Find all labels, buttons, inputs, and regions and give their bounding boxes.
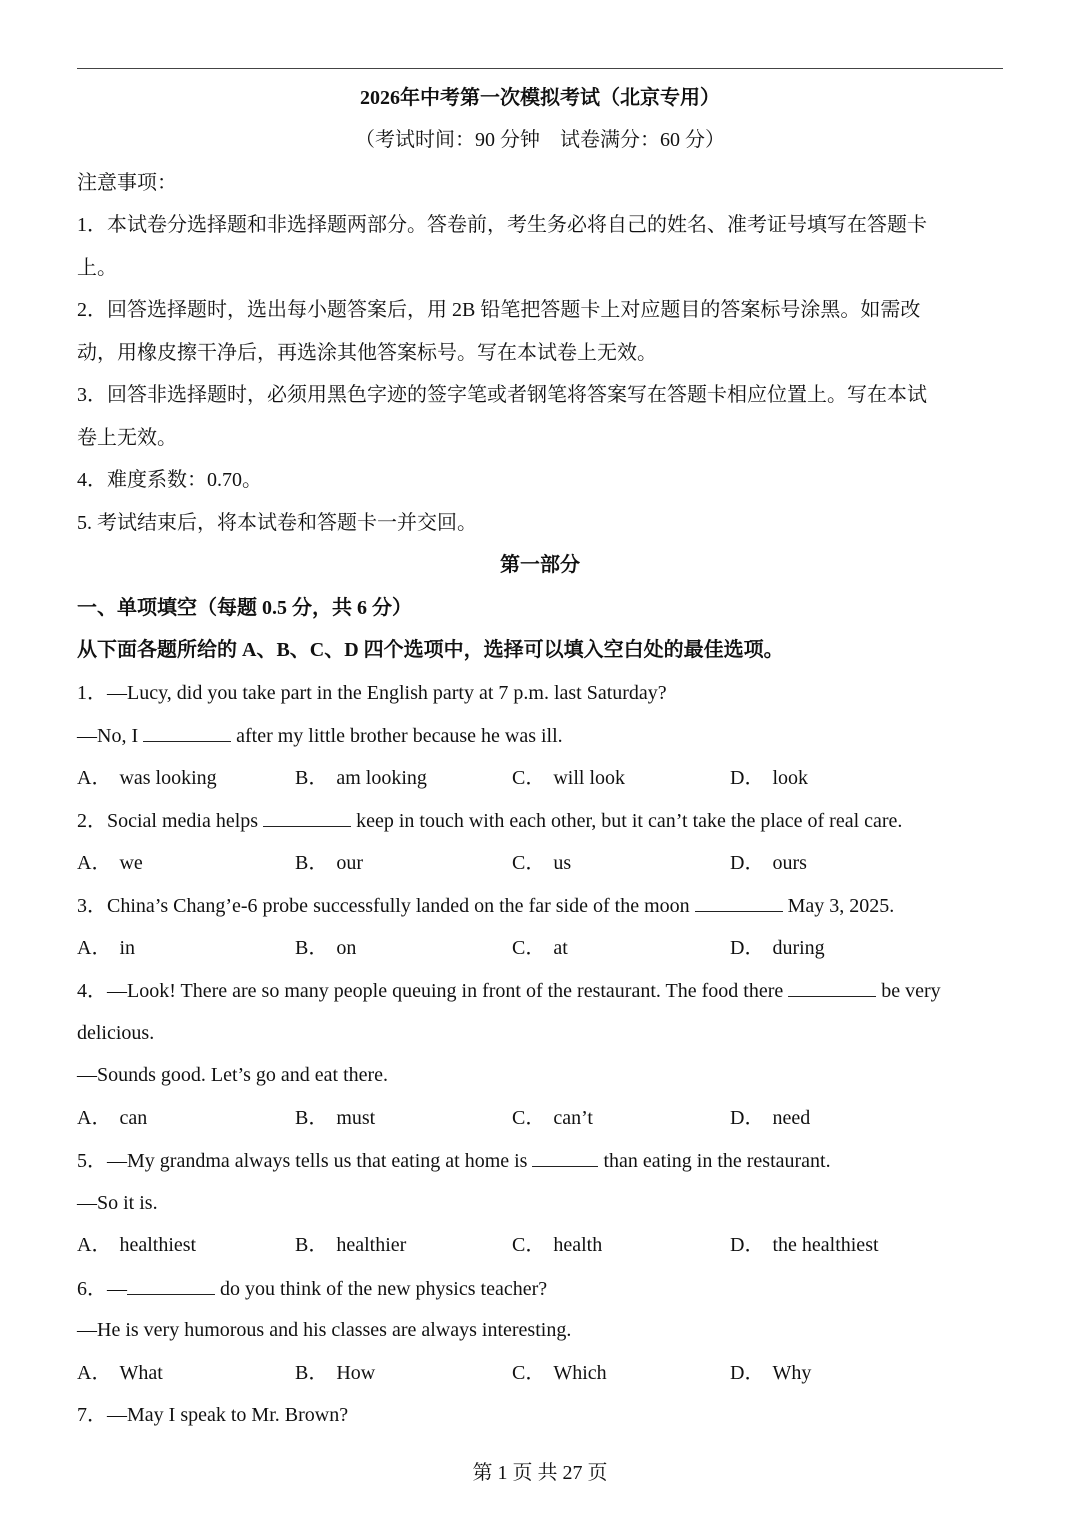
question-2-option-d: D． ours — [730, 852, 807, 874]
question-4-prompt — [77, 978, 1007, 1003]
section-instruction: 从下面各题所给的 A、B、C、D 四个选项中，选择可以填入空白处的最佳选项。 — [77, 639, 784, 661]
question-2-option-c: C． us — [512, 852, 572, 874]
notice-heading: 注意事项： — [77, 172, 177, 194]
section-heading: 一、单项填空（每题 0.5 分，共 6 分） — [77, 597, 412, 619]
question-4-end: be very — [876, 980, 941, 1002]
notice-item-2-line-1: 2．回答选择题时，选出每小题答案后，用 2B 铅笔把答题卡上对应题目的答案标号涂黑。如需改 — [77, 299, 921, 321]
question-5-prompt — [77, 1148, 1007, 1173]
question-5-reply: —So it is. — [77, 1192, 158, 1214]
question-3-end: May 3, 2025. — [782, 895, 895, 917]
notice-item-1-line-2: 上。 — [77, 257, 117, 279]
top-divider — [77, 68, 1003, 69]
question-5-option-b: B． healthier — [295, 1234, 407, 1256]
question-5-blank — [532, 1148, 598, 1167]
exam-title: 2026年中考第一次模拟考试（北京专用） — [360, 87, 720, 109]
question-4-option-c: C． can’t — [512, 1107, 593, 1129]
notice-item-1-line-1: 1．本试卷分选择题和非选择题两部分。答卷前，考生务必将自己的姓名、准考证号填写在答题卡 — [77, 214, 927, 236]
question-5-option-c: C． health — [512, 1234, 603, 1256]
question-1-blank — [143, 723, 231, 742]
question-7-prompt: 7．—May I speak to Mr. Brown? — [77, 1404, 349, 1426]
question-3-option-d: D． during — [730, 937, 825, 959]
question-1-reply-start: —No, I — [77, 725, 144, 747]
question-1-option-c: C． will look — [512, 767, 626, 789]
question-6-option-d: D． Why — [730, 1362, 812, 1384]
question-6-start: 6．— — [77, 1278, 127, 1300]
question-6-option-c: C． Which — [512, 1362, 607, 1384]
question-2-start: 2．Social media helps — [77, 810, 264, 832]
question-6-prompt — [77, 1276, 1007, 1301]
question-3-option-c: C． at — [512, 937, 568, 959]
question-2-blank — [263, 808, 351, 827]
notice-item-4: 4．难度系数：0.70。 — [77, 469, 262, 491]
question-6-option-b: B． How — [295, 1362, 376, 1384]
question-2-prompt — [77, 808, 1007, 833]
page-number: 第 1 页 共 27 页 — [472, 1462, 608, 1484]
notice-item-3-line-1: 3．回答非选择题时，必须用黑色字迹的签字笔或者钢笔将答案写在答题卡相应位置上。写在本试 — [77, 384, 927, 406]
question-6-end: do you think of the new physics teacher? — [215, 1278, 548, 1300]
question-6-reply: —He is very humorous and his classes are always interesting. — [77, 1319, 572, 1341]
question-4-option-b: B． must — [295, 1107, 376, 1129]
part-title: 第一部分 — [500, 554, 580, 576]
question-6-blank — [127, 1276, 215, 1295]
question-3-blank — [695, 893, 783, 912]
question-5-option-d: D． the healthiest — [730, 1234, 879, 1256]
question-2-option-a: A． we — [77, 852, 143, 874]
question-6-option-a: A． What — [77, 1362, 163, 1384]
question-4-reply: —Sounds good. Let’s go and eat there. — [77, 1064, 389, 1086]
question-3-option-a: A． in — [77, 937, 136, 959]
question-1-reply — [77, 723, 1007, 748]
question-4-option-a: A． can — [77, 1107, 148, 1129]
question-4-option-d: D． need — [730, 1107, 811, 1129]
question-5-end: than eating in the restaurant. — [598, 1150, 831, 1172]
notice-item-5: 5. 考试结束后，将本试卷和答题卡一并交回。 — [77, 512, 477, 534]
question-5-option-a: A． healthiest — [77, 1234, 197, 1256]
question-1-reply-end: after my little brother because he was ill. — [231, 725, 563, 747]
question-1-prompt: 1．—Lucy, did you take part in the English party at 7 p.m. last Saturday? — [77, 682, 667, 704]
question-4-prompt-cont: delicious. — [77, 1022, 155, 1044]
question-5-start: 5．—My grandma always tells us that eating at home is — [77, 1150, 533, 1172]
question-2-option-b: B． our — [295, 852, 364, 874]
question-3-prompt — [77, 893, 1007, 918]
question-1-option-a: A． was looking — [77, 767, 217, 789]
question-2-end: keep in touch with each other, but it can’t take the place of real care. — [351, 810, 903, 832]
question-4-start: 4．—Look! There are so many people queuing in front of the restaurant. The food there — [77, 980, 789, 1002]
question-3-option-b: B． on — [295, 937, 357, 959]
question-3-start: 3．China’s Chang’e-6 probe successfully landed on the far side of the moon — [77, 895, 695, 917]
question-4-blank — [788, 978, 876, 997]
question-1-option-d: D． look — [730, 767, 809, 789]
notice-item-3-line-2: 卷上无效。 — [77, 427, 177, 449]
notice-item-2-line-2: 动，用橡皮擦干净后，再选涂其他答案标号。写在本试卷上无效。 — [77, 342, 657, 364]
exam-subtitle: （考试时间：90 分钟 试卷满分：60 分） — [355, 129, 725, 151]
question-1-option-b: B． am looking — [295, 767, 427, 789]
